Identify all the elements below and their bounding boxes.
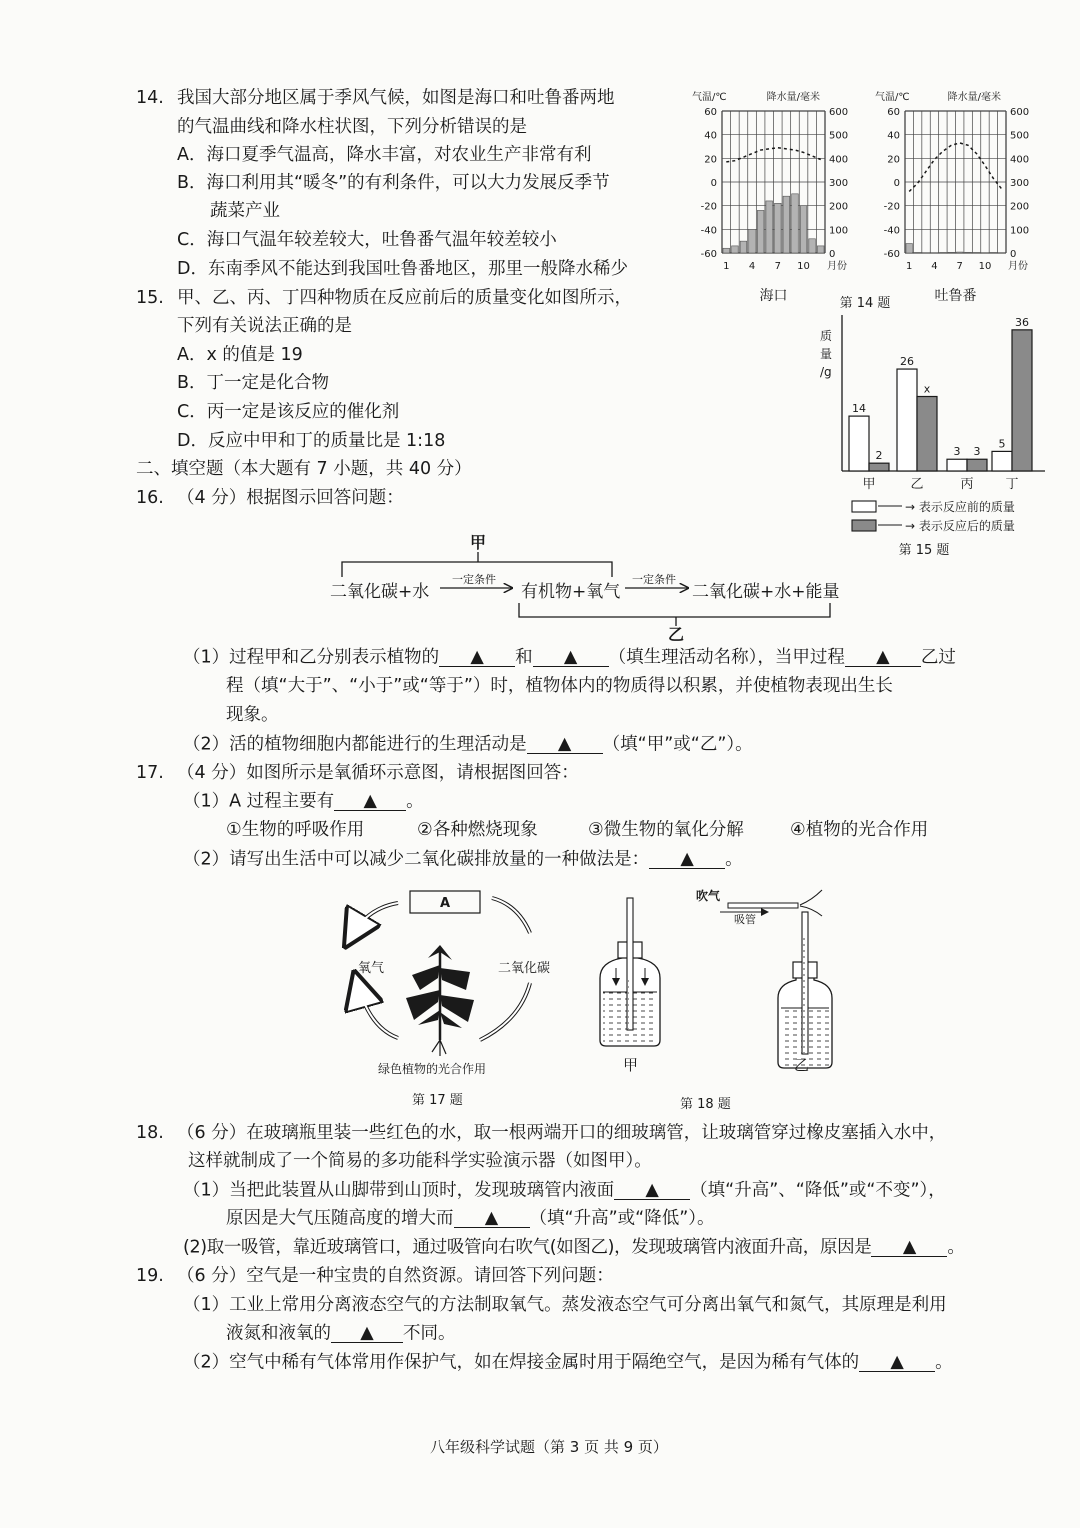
q16-part1-line1: （1）过程甲和乙分别表示植物的 ▲ 和 ▲ （填生理活动名称），当甲过程 ▲ 乙过 bbox=[183, 647, 956, 668]
turpan-temp-tick: -60 bbox=[883, 249, 900, 260]
q18-part2: (2)取一吸管，靠近玻璃管口，通过吸管向右吹气(如图乙)，发现玻璃管内液面升高，原因是 ▲ 。 bbox=[183, 1237, 965, 1258]
q19-part1-line2: 液氮和液氧的 ▲ 不同。 bbox=[226, 1323, 456, 1344]
turpan-month-tick: 4 bbox=[931, 261, 938, 272]
turpan-month-label: 月份 bbox=[1008, 261, 1028, 272]
mass-bar-before-label: 26 bbox=[900, 355, 914, 369]
figure-18-title: 第 18 题 bbox=[680, 1097, 731, 1112]
term-co2-water: 二氧化碳+水 bbox=[330, 582, 430, 602]
mass-bar-after-label: 3 bbox=[973, 445, 981, 459]
turpan-precip-tick: 600 bbox=[1010, 107, 1030, 118]
q17-part1: （1）A 过程主要有 ▲ 。 bbox=[183, 791, 424, 812]
blank-17-2[interactable]: ▲ bbox=[649, 851, 725, 869]
mass-category-label: 甲 bbox=[862, 477, 876, 492]
q19-part2: （2）空气中稀有气体常用作保护气，如在焊接金属时用于隔绝空气，是因为稀有气体的 ▲ 。 bbox=[183, 1352, 953, 1373]
q17-option-2: ②各种燃烧现象 bbox=[417, 820, 538, 840]
haikou-precip-tick: 600 bbox=[829, 107, 849, 118]
label-co2: 二氧化碳 bbox=[498, 961, 551, 976]
haikou-temp-tick: 0 bbox=[710, 178, 717, 189]
q18-stem-line2: 这样就制成了一个简易的多功能科学实验演示器（如图甲）。 bbox=[188, 1151, 652, 1171]
turpan-month-tick: 10 bbox=[978, 261, 992, 272]
haikou-month-label: 月份 bbox=[827, 261, 847, 272]
term-organic-oxygen: 有机物+氧气 bbox=[521, 582, 621, 602]
label-bottle-yi: 乙 bbox=[794, 1056, 810, 1074]
haikou-month-tick: 10 bbox=[797, 261, 810, 272]
mass-category-label: 丙 bbox=[960, 477, 974, 492]
turpan-temp-tick: -40 bbox=[883, 225, 900, 237]
label-jia: 甲 bbox=[470, 533, 487, 552]
q14-option-b-line1: B．海口利用其“暖冬”的有利条件，可以大力发展反季节 bbox=[177, 173, 610, 193]
turpan-temp-tick: 40 bbox=[887, 130, 900, 142]
section-heading-fill-in: 二、填空题（本大题有 7 小题，共 40 分） bbox=[136, 459, 472, 479]
turpan-temp-tick: -20 bbox=[883, 201, 900, 213]
mass-y-label: 量 bbox=[820, 347, 833, 361]
q16-part1-line3: 现象。 bbox=[226, 705, 279, 725]
blank-16-4[interactable]: ▲ bbox=[527, 736, 603, 754]
haikou-precip-tick: 300 bbox=[829, 178, 849, 189]
q16-number: 16. bbox=[136, 488, 164, 508]
q17-option-3: ③微生物的氧化分解 bbox=[588, 820, 744, 840]
q15-stem-line1: 甲、乙、丙、丁四种物质在反应前后的质量变化如图所示， bbox=[177, 288, 632, 308]
condition-1: 一定条件 bbox=[452, 573, 496, 586]
label-straw: 吸管 bbox=[734, 913, 756, 926]
q15-option-c: C．丙一定是该反应的催化剂 bbox=[177, 402, 400, 422]
q14-option-c: C．海口气温年较差较大，吐鲁番气温年较差较小 bbox=[177, 230, 557, 250]
turpan-precip-tick: 300 bbox=[1010, 178, 1030, 189]
turpan-temp-axis-label: 气温/℃ bbox=[875, 92, 910, 103]
blank-19-2[interactable]: ▲ bbox=[859, 1354, 935, 1372]
turpan-precip-axis-label: 降水量/毫米 bbox=[947, 92, 1001, 103]
turpan-month-tick: 1 bbox=[906, 261, 913, 272]
box-a-label: A bbox=[440, 896, 451, 911]
haikou-precip-tick: 100 bbox=[829, 225, 849, 237]
turpan-title: 吐鲁番 bbox=[934, 288, 977, 304]
haikou-title: 海口 bbox=[759, 288, 788, 304]
haikou-precip-tick: 500 bbox=[829, 130, 849, 142]
mass-bar-before-label: 5 bbox=[998, 437, 1006, 451]
q19-part1-line1: （1）工业上常用分离液态空气的方法制取氧气。蒸发液态空气可分离出氧气和氮气，其原理是利用 bbox=[183, 1295, 947, 1315]
mass-category-label: 乙 bbox=[910, 477, 924, 492]
q18-number: 18. bbox=[136, 1123, 164, 1143]
blank-18-2[interactable]: ▲ bbox=[454, 1210, 530, 1228]
page-footer: 八年级科学试题（第 3 页 共 9 页） bbox=[430, 1438, 668, 1456]
q14-number: 14. bbox=[136, 88, 164, 108]
bottle-jia bbox=[600, 898, 660, 1046]
mass-bar-before-label: 3 bbox=[953, 445, 961, 459]
haikou-temp-tick: -20 bbox=[700, 201, 717, 213]
blank-19-1[interactable]: ▲ bbox=[331, 1325, 403, 1343]
figure-17-title: 第 17 题 bbox=[412, 1093, 463, 1108]
blank-17-1[interactable]: ▲ bbox=[334, 793, 406, 811]
label-yi: 乙 bbox=[668, 625, 685, 644]
label-oxygen: 氧气 bbox=[358, 961, 385, 976]
q16-stem: （4 分）根据图示回答问题： bbox=[177, 488, 404, 508]
q17-number: 17. bbox=[136, 763, 164, 783]
blank-18-3[interactable]: ▲ bbox=[871, 1239, 947, 1257]
q16-part1-line2: 程（填“大于”、“小于”或“等于”）时，植物体内的物质得以积累，并使植物表现出生长 bbox=[226, 676, 893, 696]
blank-16-2[interactable]: ▲ bbox=[533, 649, 609, 667]
q18-part1-line1: （1）当把此装置从山脚带到山顶时，发现玻璃管内液面 ▲ （填“升高”、“降低”或“不变”）， bbox=[183, 1180, 946, 1201]
haikou-precip-tick: 400 bbox=[829, 154, 849, 166]
caption-photosynthesis: 绿色植物的光合作用 bbox=[378, 1062, 487, 1076]
mass-y-label: /g bbox=[820, 365, 832, 379]
mass-y-label: 质 bbox=[820, 329, 833, 343]
turpan-precip-tick: 100 bbox=[1010, 225, 1030, 237]
haikou-temp-tick: 20 bbox=[704, 154, 717, 166]
q17-option-4: ④植物的光合作用 bbox=[790, 820, 929, 840]
haikou-temp-axis-label: 气温/℃ bbox=[692, 92, 727, 103]
turpan-month-tick: 7 bbox=[956, 261, 963, 272]
q17-part2: （2）请写出生活中可以减少二氧化碳排放量的一种做法是： ▲ 。 bbox=[183, 849, 743, 870]
q15-option-a: A．x 的值是 19 bbox=[177, 345, 303, 365]
legend-before-label: → 表示反应前的质量 bbox=[905, 500, 1015, 514]
q15-option-d: D．反应中甲和丁的质量比是 1:18 bbox=[177, 431, 446, 451]
haikou-month-tick: 7 bbox=[774, 261, 781, 272]
label-bottle-jia: 甲 bbox=[623, 1056, 639, 1074]
turpan-precip-tick: 0 bbox=[1010, 249, 1017, 260]
blank-16-3[interactable]: ▲ bbox=[845, 649, 921, 667]
haikou-temp-tick: -60 bbox=[700, 249, 717, 260]
mass-bar-after-label: 2 bbox=[875, 449, 883, 463]
turpan-temp-tick: 0 bbox=[893, 178, 900, 189]
q19-number: 19. bbox=[136, 1266, 164, 1286]
turpan-precip-tick: 400 bbox=[1010, 154, 1030, 166]
q17-stem: （4 分）如图所示是氧循环示意图，请根据图回答： bbox=[177, 763, 579, 783]
haikou-precip-tick: 200 bbox=[829, 201, 849, 213]
q14-option-d: D．东南季风不能达到我国吐鲁番地区，那里一般降水稀少 bbox=[177, 259, 628, 279]
legend-after-label: → 表示反应后的质量 bbox=[905, 519, 1015, 533]
haikou-temp-tick: 60 bbox=[704, 107, 717, 118]
q15-stem-line2: 下列有关说法正确的是 bbox=[177, 316, 352, 336]
blank-16-1[interactable]: ▲ bbox=[439, 649, 515, 667]
label-blow: 吹气 bbox=[696, 889, 721, 903]
q16-part2: （2）活的植物细胞内都能进行的生理活动是 ▲ （填“甲”或“乙”）。 bbox=[183, 734, 753, 755]
turpan-precip-tick: 500 bbox=[1010, 130, 1030, 142]
figure-14-title: 第 14 题 bbox=[839, 296, 891, 311]
q14-option-b-line2: 蔬菜产业 bbox=[210, 201, 280, 221]
figure-15-title: 第 15 题 bbox=[898, 543, 950, 558]
q17-option-1: ①生物的呼吸作用 bbox=[226, 820, 365, 840]
term-co2-water-energy: 二氧化碳+水+能量 bbox=[692, 582, 840, 602]
haikou-temp-tick: -40 bbox=[700, 225, 717, 237]
q14-stem-line2: 的气温曲线和降水柱状图，下列分析错误的是 bbox=[177, 117, 527, 137]
mass-category-label: 丁 bbox=[1005, 477, 1019, 492]
q18-part1-line2: 原因是大气压随高度的增大而 ▲ （填“升高”或“降低”）。 bbox=[226, 1208, 715, 1229]
q15-option-b: B．丁一定是化合物 bbox=[177, 373, 330, 393]
blank-18-1[interactable]: ▲ bbox=[614, 1182, 690, 1200]
haikou-month-tick: 4 bbox=[748, 261, 756, 272]
q14-option-a: A．海口夏季气温高，降水丰富，对农业生产非常有利 bbox=[177, 145, 592, 165]
haikou-precip-axis-label: 降水量/毫米 bbox=[766, 92, 820, 103]
q15-number: 15. bbox=[136, 288, 164, 308]
haikou-month-tick: 1 bbox=[723, 261, 730, 272]
turpan-temp-tick: 20 bbox=[887, 154, 900, 166]
turpan-temp-tick: 60 bbox=[887, 107, 900, 118]
mass-bar-after-label: 36 bbox=[1015, 315, 1029, 329]
condition-2: 一定条件 bbox=[632, 573, 676, 586]
turpan-precip-tick: 200 bbox=[1010, 201, 1030, 213]
haikou-precip-tick: 0 bbox=[829, 249, 836, 260]
q19-stem: （6 分）空气是一种宝贵的自然资源。请回答下列问题： bbox=[177, 1266, 614, 1286]
q18-stem-line1: （6 分）在玻璃瓶里装一些红色的水，取一根两端开口的细玻璃管，让玻璃管穿过橡皮塞插入水中， bbox=[177, 1123, 947, 1143]
q14-stem-line1: 我国大部分地区属于季风气候，如图是海口和吐鲁番两地 bbox=[177, 88, 615, 108]
haikou-temp-tick: 40 bbox=[704, 130, 717, 142]
mass-bar-before-label: 14 bbox=[852, 402, 866, 416]
mass-bar-after-label: x bbox=[923, 382, 931, 396]
